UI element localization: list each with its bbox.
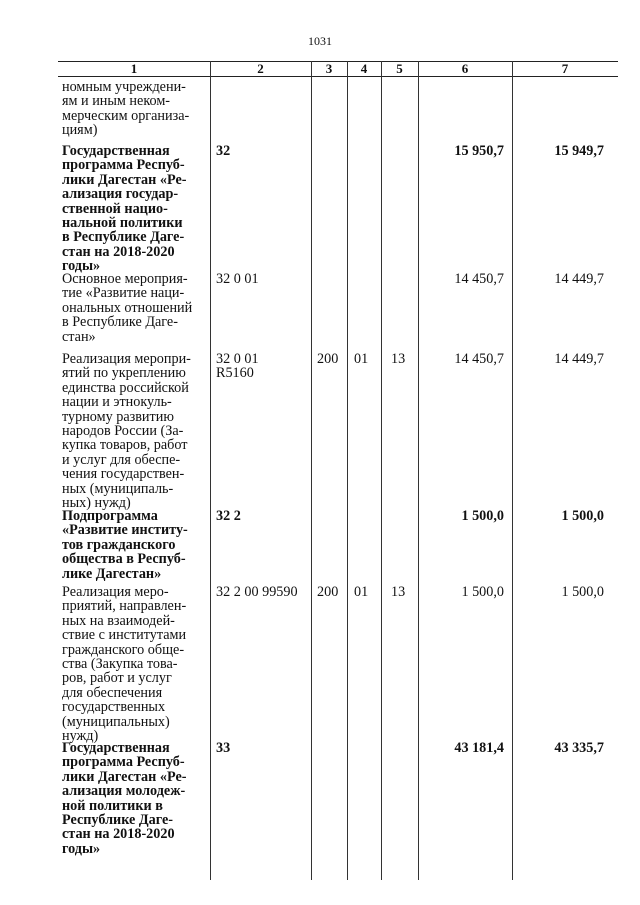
column-divider — [512, 61, 513, 880]
column-header-7: 7 — [561, 61, 569, 76]
row-name: номным учреждени- ям и иным неком- мерческим организа- циям) — [62, 79, 190, 139]
column-header-3: 3 — [325, 61, 333, 76]
row-code: 32 0 01 — [216, 271, 259, 287]
column-header-4: 4 — [360, 61, 368, 76]
row-amount-2020: 43 335,7 — [554, 740, 604, 756]
row-name: Подпрограмма «Развитие институ- тов гражданского общества в Респуб- лике Дагестан» — [62, 508, 188, 582]
column-header-5: 5 — [396, 61, 403, 76]
column-divider — [210, 61, 211, 880]
row-amount-2019: 43 181,4 — [454, 740, 504, 756]
column-divider — [347, 61, 348, 880]
row-amount-2019: 14 450,7 — [454, 351, 504, 367]
column-header-6: 6 — [461, 61, 469, 76]
row-expense-type: 200 — [317, 584, 339, 600]
row-amount-2020: 1 500,0 — [561, 584, 604, 600]
row-amount-2019: 15 950,7 — [454, 143, 504, 159]
row-amount-2019: 1 500,0 — [461, 584, 504, 600]
column-header-2: 2 — [257, 61, 264, 76]
row-code: 33 — [216, 740, 231, 756]
row-amount-2020: 14 449,7 — [554, 271, 604, 287]
row-code: 32 — [216, 143, 231, 159]
header-bottom-rule — [58, 76, 618, 77]
row-name: Государственная программа Респуб- лики Дагестан «Ре- ализация молодеж- ной политики в Республике Даге- стан на 2018-2020 годы» — [62, 740, 187, 857]
row-amount-2020: 1 500,0 — [561, 508, 604, 524]
column-divider — [311, 61, 312, 880]
row-name: Государственная программа Респуб- лики Дагестан «Ре- ализация государ- ственной нацио- нальной политики в Республике Даге- стан на 2018-2020 годы» — [62, 143, 187, 275]
column-divider — [418, 61, 419, 880]
row-section: 01 — [354, 584, 369, 600]
row-expense-type: 200 — [317, 351, 339, 367]
row-code: 32 0 01 R5160 — [216, 351, 259, 382]
row-amount-2019: 1 500,0 — [461, 508, 504, 524]
row-amount-2020: 14 449,7 — [554, 351, 604, 367]
row-name: Основное мероприя- тие «Развитие наци- ональных отношений в Республике Даге- стан» — [62, 271, 193, 345]
row-name: Реализация меро- приятий, направлен- ных на взаимодей- ствие с институтами гражданского обще- ства (Закупка това- ров, работ и услуг для обеспечения государственных (муниципальных) нужд) — [62, 584, 187, 745]
row-amount-2020: 15 949,7 — [554, 143, 604, 159]
row-subsection: 13 — [391, 351, 406, 367]
row-amount-2019: 14 450,7 — [454, 271, 504, 287]
row-code: 32 2 — [216, 508, 241, 524]
column-header-1: 1 — [130, 61, 138, 76]
column-divider — [381, 61, 382, 880]
row-code: 32 2 00 99590 — [216, 584, 298, 600]
page-number: 1031 — [308, 34, 332, 48]
row-section: 01 — [354, 351, 369, 367]
row-subsection: 13 — [391, 584, 406, 600]
row-name: Реализация меропри- ятий по укреплению единства российской нации и этнокуль- турному развитию народов России (За- купка товаров, работ и услуг для обеспе- чения государствен- ных (муниципаль- ных) нужд) — [62, 351, 191, 512]
